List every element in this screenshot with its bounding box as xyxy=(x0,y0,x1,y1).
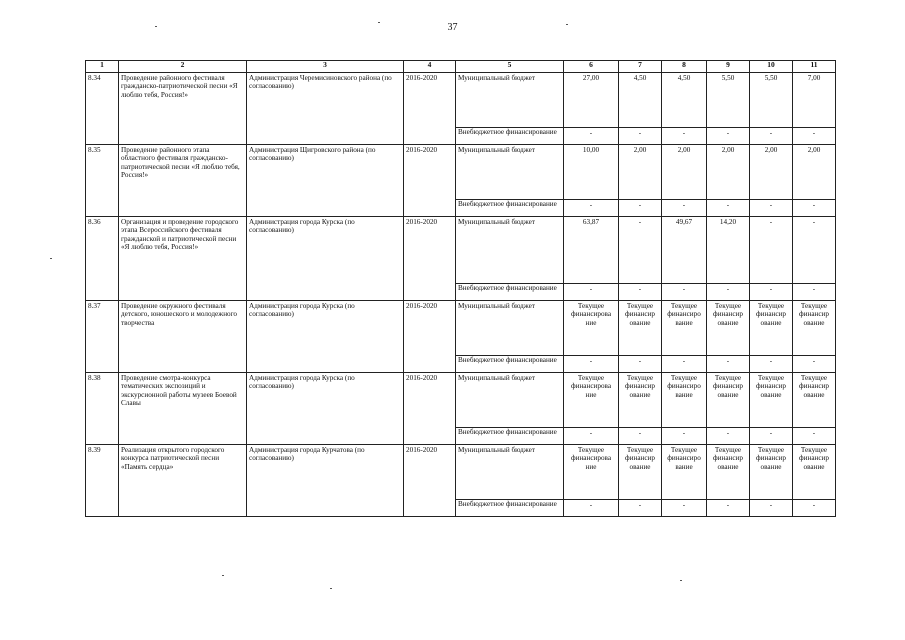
funding-amount-cell: - xyxy=(564,356,619,373)
funding-amount-cell: - xyxy=(662,284,707,301)
column-header: 11 xyxy=(793,61,836,73)
funding-amount-cell: 2,00 xyxy=(793,145,836,200)
funding-amount-cell: - xyxy=(793,128,836,145)
funding-amount-cell: 5,50 xyxy=(707,73,750,128)
funding-amount-cell: - xyxy=(662,428,707,445)
funding-amount-cell: Текущее финансир ование xyxy=(793,445,836,500)
funding-amount-cell: - xyxy=(564,500,619,517)
funding-source-cell: Муниципальный бюджет xyxy=(456,445,564,500)
funding-amount-cell: 2,00 xyxy=(707,145,750,200)
item-number-cell: 8.36 xyxy=(86,217,119,301)
scan-speck xyxy=(222,575,224,576)
funding-amount-cell: - xyxy=(662,356,707,373)
item-number-cell: 8.38 xyxy=(86,373,119,445)
funding-amount-cell: Текущее финансир ование xyxy=(707,445,750,500)
funding-amount-cell: - xyxy=(662,128,707,145)
item-number-cell: 8.34 xyxy=(86,73,119,145)
scan-speck xyxy=(50,258,52,259)
funding-amount-cell: - xyxy=(793,428,836,445)
funding-amount-cell: - xyxy=(750,217,793,284)
funding-amount-cell: - xyxy=(750,500,793,517)
executor-cell: Администрация города Курчатова (по согласованию) xyxy=(247,445,404,517)
funding-amount-cell: 4,50 xyxy=(662,73,707,128)
column-header: 6 xyxy=(564,61,619,73)
funding-amount-cell: Текущее финансирова ние xyxy=(564,445,619,500)
funding-source-cell: Муниципальный бюджет xyxy=(456,145,564,200)
funding-amount-cell: Текущее финансир ование xyxy=(619,373,662,428)
column-number-header-row xyxy=(86,61,836,73)
column-header: 2 xyxy=(119,61,247,73)
item-number-cell: 8.37 xyxy=(86,301,119,373)
funding-amount-cell: - xyxy=(619,200,662,217)
funding-amount-cell: 7,00 xyxy=(793,73,836,128)
funding-source-cell: Муниципальный бюджет xyxy=(456,73,564,128)
funding-amount-cell: - xyxy=(793,217,836,284)
funding-amount-cell: - xyxy=(793,200,836,217)
funding-amount-cell: - xyxy=(619,284,662,301)
period-cell: 2016-2020 xyxy=(404,301,456,373)
funding-amount-cell: Текущее финансир ование xyxy=(707,373,750,428)
funding-amount-cell: Текущее финансир ование xyxy=(750,301,793,356)
funding-amount-cell: Текущее финансиро вание xyxy=(662,301,707,356)
funding-amount-cell: Текущее финансир ование xyxy=(619,301,662,356)
funding-amount-cell: - xyxy=(662,500,707,517)
table-row xyxy=(86,145,836,200)
funding-amount-cell: - xyxy=(564,200,619,217)
column-header: 10 xyxy=(750,61,793,73)
funding-amount-cell: - xyxy=(707,128,750,145)
funding-amount-cell: - xyxy=(750,128,793,145)
funding-amount-cell: 63,87 xyxy=(564,217,619,284)
table-body xyxy=(86,73,836,517)
table-row xyxy=(86,217,836,284)
scan-speck xyxy=(155,26,157,27)
funding-amount-cell: Текущее финансир ование xyxy=(619,445,662,500)
funding-amount-cell: - xyxy=(707,284,750,301)
period-cell: 2016-2020 xyxy=(404,73,456,145)
table-row xyxy=(86,301,836,356)
funding-amount-cell: 14,20 xyxy=(707,217,750,284)
funding-amount-cell: - xyxy=(707,428,750,445)
funding-amount-cell: - xyxy=(564,128,619,145)
funding-amount-cell: - xyxy=(619,428,662,445)
executor-cell: Администрация города Курска (по согласованию) xyxy=(247,373,404,445)
scan-speck xyxy=(566,24,568,25)
funding-source-cell: Муниципальный бюджет xyxy=(456,373,564,428)
funding-amount-cell: - xyxy=(619,356,662,373)
funding-amount-cell: Текущее финансир ование xyxy=(750,445,793,500)
executor-cell: Администрация города Курска (по согласованию) xyxy=(247,217,404,301)
funding-amount-cell: Текущее финансирова ние xyxy=(564,301,619,356)
page-number: 37 xyxy=(447,22,458,33)
funding-amount-cell: Текущее финансир ование xyxy=(793,373,836,428)
funding-amount-cell: - xyxy=(662,200,707,217)
funding-amount-cell: 10,00 xyxy=(564,145,619,200)
period-cell: 2016-2020 xyxy=(404,145,456,217)
funding-source-cell: Внебюджетное финансирование xyxy=(456,500,564,517)
activity-name-cell: Проведение районного этапа областного фестиваля гражданско-патриотической песни «Я люблю тебя, Россия!» xyxy=(119,145,247,217)
funding-amount-cell: 2,00 xyxy=(619,145,662,200)
column-header: 4 xyxy=(404,61,456,73)
activity-name-cell: Проведение районного фестиваля гражданско-патриотической песни «Я люблю тебя, Россия!» xyxy=(119,73,247,145)
funding-source-cell: Внебюджетное финансирование xyxy=(456,428,564,445)
funding-amount-cell: - xyxy=(793,284,836,301)
funding-amount-cell: 49,67 xyxy=(662,217,707,284)
executor-cell: Администрация города Курска (по согласованию) xyxy=(247,301,404,373)
funding-amount-cell: - xyxy=(619,500,662,517)
column-header: 1 xyxy=(86,61,119,73)
funding-amount-cell: - xyxy=(750,284,793,301)
funding-amount-cell: - xyxy=(707,500,750,517)
table-row xyxy=(86,373,836,428)
funding-amount-cell: - xyxy=(750,428,793,445)
funding-amount-cell: - xyxy=(564,428,619,445)
funding-source-cell: Муниципальный бюджет xyxy=(456,301,564,356)
period-cell: 2016-2020 xyxy=(404,373,456,445)
funding-source-cell: Внебюджетное финансирование xyxy=(456,128,564,145)
scan-speck xyxy=(680,580,682,581)
funding-amount-cell: - xyxy=(793,500,836,517)
executor-cell: Администрация Черемисиновского района (по согласованию) xyxy=(247,73,404,145)
funding-source-cell: Внебюджетное финансирование xyxy=(456,284,564,301)
funding-amount-cell: 2,00 xyxy=(750,145,793,200)
funding-source-cell: Внебюджетное финансирование xyxy=(456,356,564,373)
funding-amount-cell: Текущее финансир ование xyxy=(793,301,836,356)
column-header: 8 xyxy=(662,61,707,73)
funding-amount-cell: - xyxy=(793,356,836,373)
funding-amount-cell: 2,00 xyxy=(662,145,707,200)
funding-amount-cell: - xyxy=(619,128,662,145)
funding-amount-cell: - xyxy=(564,284,619,301)
item-number-cell: 8.35 xyxy=(86,145,119,217)
funding-amount-cell: Текущее финансир ование xyxy=(707,301,750,356)
funding-amount-cell: - xyxy=(750,200,793,217)
funding-amount-cell: - xyxy=(707,200,750,217)
activity-name-cell: Реализация открытого городского конкурса патриотической песни «Память сердца» xyxy=(119,445,247,517)
funding-source-cell: Муниципальный бюджет xyxy=(456,217,564,284)
funding-amount-cell: Текущее финансир ование xyxy=(750,373,793,428)
activities-budget-table xyxy=(85,60,836,517)
activity-name-cell: Проведение окружного фестиваля детского, юношеского и молодежного творчества xyxy=(119,301,247,373)
activity-name-cell: Проведение смотра-конкурса тематических экспозиций и экскурсионной работы музеев Боевой Славы xyxy=(119,373,247,445)
period-cell: 2016-2020 xyxy=(404,445,456,517)
funding-amount-cell: 4,50 xyxy=(619,73,662,128)
funding-amount-cell: Текущее финансиро вание xyxy=(662,445,707,500)
table-row xyxy=(86,73,836,128)
funding-amount-cell: - xyxy=(619,217,662,284)
column-header: 5 xyxy=(456,61,564,73)
period-cell: 2016-2020 xyxy=(404,217,456,301)
column-header: 7 xyxy=(619,61,662,73)
funding-amount-cell: 5,50 xyxy=(750,73,793,128)
funding-amount-cell: Текущее финансиро вание xyxy=(662,373,707,428)
funding-amount-cell: Текущее финансирова ние xyxy=(564,373,619,428)
table-row xyxy=(86,445,836,500)
funding-amount-cell: 27,00 xyxy=(564,73,619,128)
scan-speck xyxy=(330,588,332,589)
funding-source-cell: Внебюджетное финансирование xyxy=(456,200,564,217)
column-header: 3 xyxy=(247,61,404,73)
item-number-cell: 8.39 xyxy=(86,445,119,517)
funding-amount-cell: - xyxy=(707,356,750,373)
column-header: 9 xyxy=(707,61,750,73)
funding-amount-cell: - xyxy=(750,356,793,373)
activity-name-cell: Организация и проведение городского этапа Всероссийского фестиваля гражданской и патриотической песни «Я люблю тебя, Россия!» xyxy=(119,217,247,301)
executor-cell: Администрация Щигровского района (по согласованию) xyxy=(247,145,404,217)
scan-speck xyxy=(378,22,380,23)
